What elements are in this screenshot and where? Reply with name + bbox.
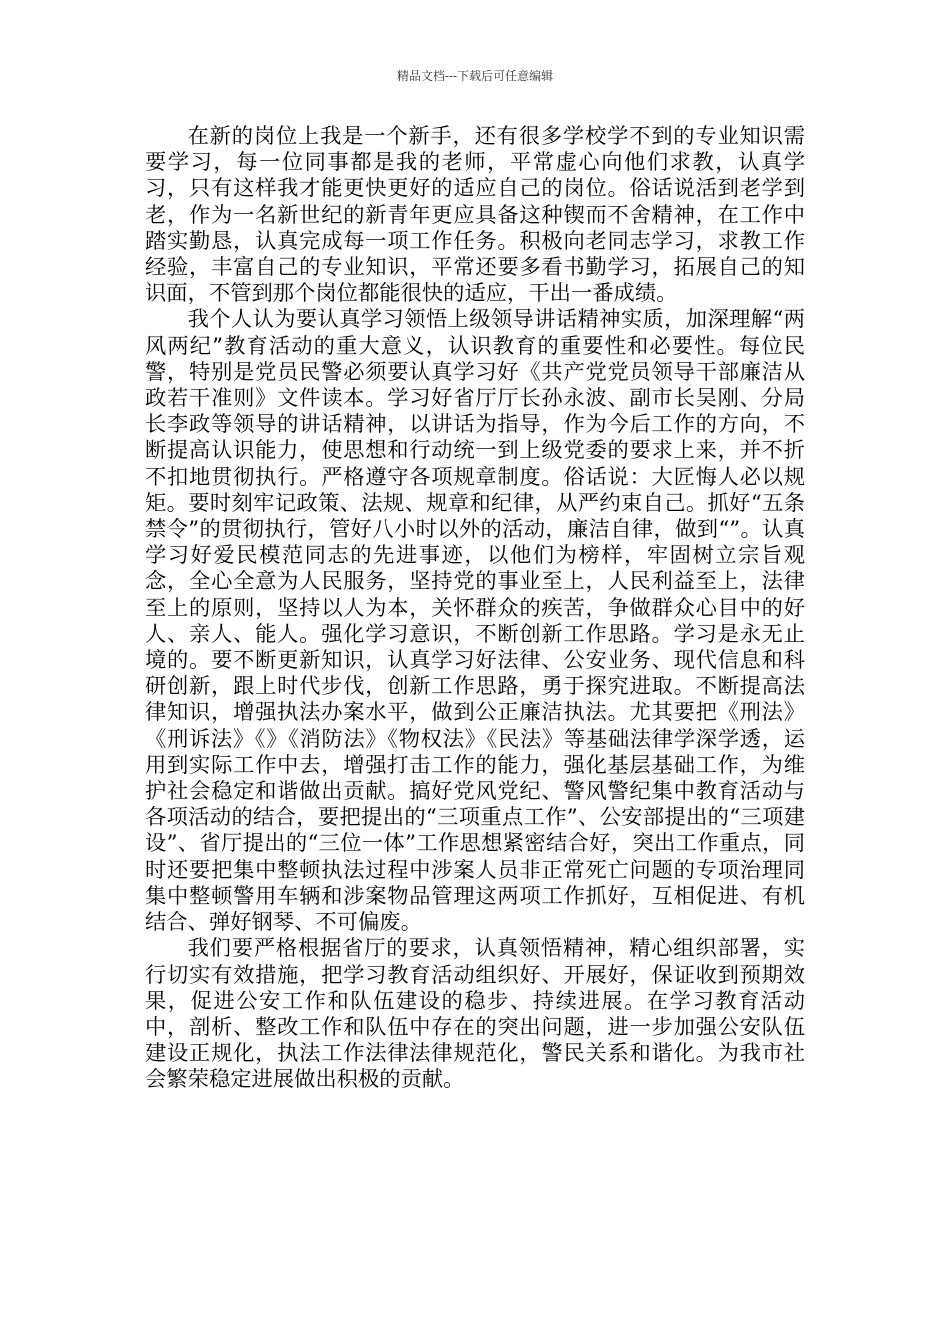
paragraph-2: 我个人认为要认真学习领悟上级领导讲话精神实质，加深理解“两风两纪”教育活动的重大意义，认识教育的重要性和必要性。每位民警，特别是党员民警必须要认真学习好《共产党党员领导干部廉洁从政若干准则》文件读本。学习好省厅厅长孙永波、副市长吴刚、分局长李政等领导的讲话精神，以讲话为指导，作为今后工作的方向，不断提高认识能力，使思想和行动统一到上级党委的要求上来，并不折不扣地贯彻执行。严格遵守各项规章制度。俗话说：大匠悔人必以规矩。要时刻牢记政策、法规、规章和纪律，从严约束自己。抓好“五条禁令”的贯彻执行，管好八小时以外的活动，廉洁自律，做到“”。认真学习好爱民模范同志的先进事迹，以他们为榜样，牢固树立宗旨观念，全心全意为人民服务，坚持党的事业至上，人民利益至上，法律至上的原则，坚持以人为本，关怀群众的疾苦，争做群众心目中的好人、亲人、能人。强化学习意识，不断创新工作思路。学习是永无止境的。要不断更新知识，认真学习好法律、公安业务、现代信息和科研创新，跟上时代步伐，创新工作思路，勇于探究进取。不断提高法律知识，增强执法办案水平，做到公正廉洁执法。尤其要把《刑法》《刑诉法》《》《消防法》《物权法》《民法》等基础法律学深学透，运用到实际工作中去，增强打击工作的能力，强化基层基础工作，为维护社会稳定和谐做出贡献。搞好党风党纪、警风警纪集中教育活动与各项活动的结合，要把提出的“三项重点工作”、公安部提出的“三项建设”、省厅提出的“三位一体”工作思想紧密结合好，突出工作重点，同时还要把集中整顿执法过程中涉案人员非正常死亡问题的专项治理同集中整顿警用车辆和涉案物品管理这两项工作抓好，互相促进、有机结合、弹好钢琴、不可偏废。 bbox=[145, 307, 805, 936]
paragraph-1: 在新的岗位上我是一个新手，还有很多学校学不到的专业知识需要学习，每一位同事都是我的老师，平常虚心向他们求教，认真学习，只有这样我才能更快更好的适应自己的岗位。俗话说活到老学到老，作为一名新世纪的新青年更应具备这种锲而不舍精神，在工作中踏实勤恳，认真完成每一项工作任务。积极向老同志学习，求教工作经验，丰富自己的专业知识，平常还要多看书勤学习，拓展自己的知识面，不管到那个岗位都能很快的适应，干出一番成绩。 bbox=[145, 124, 805, 307]
paragraph-3: 我们要严格根据省厅的要求，认真领悟精神，精心组织部署，实行切实有效措施，把学习教育活动组织好、开展好，保证收到预期效果，促进公安工作和队伍建设的稳步、持续进展。在学习教育活动中，剖析、整改工作和队伍中存在的突出问题，进一步加强公安队伍建设正规化，执法工作法律法律规范化，警民关系和谐化。为我市社会繁荣稳定进展做出积极的贡献。 bbox=[145, 936, 805, 1093]
page-header: 精品文档---下载后可任意编辑 bbox=[396, 69, 554, 83]
document-body bbox=[145, 124, 805, 1094]
